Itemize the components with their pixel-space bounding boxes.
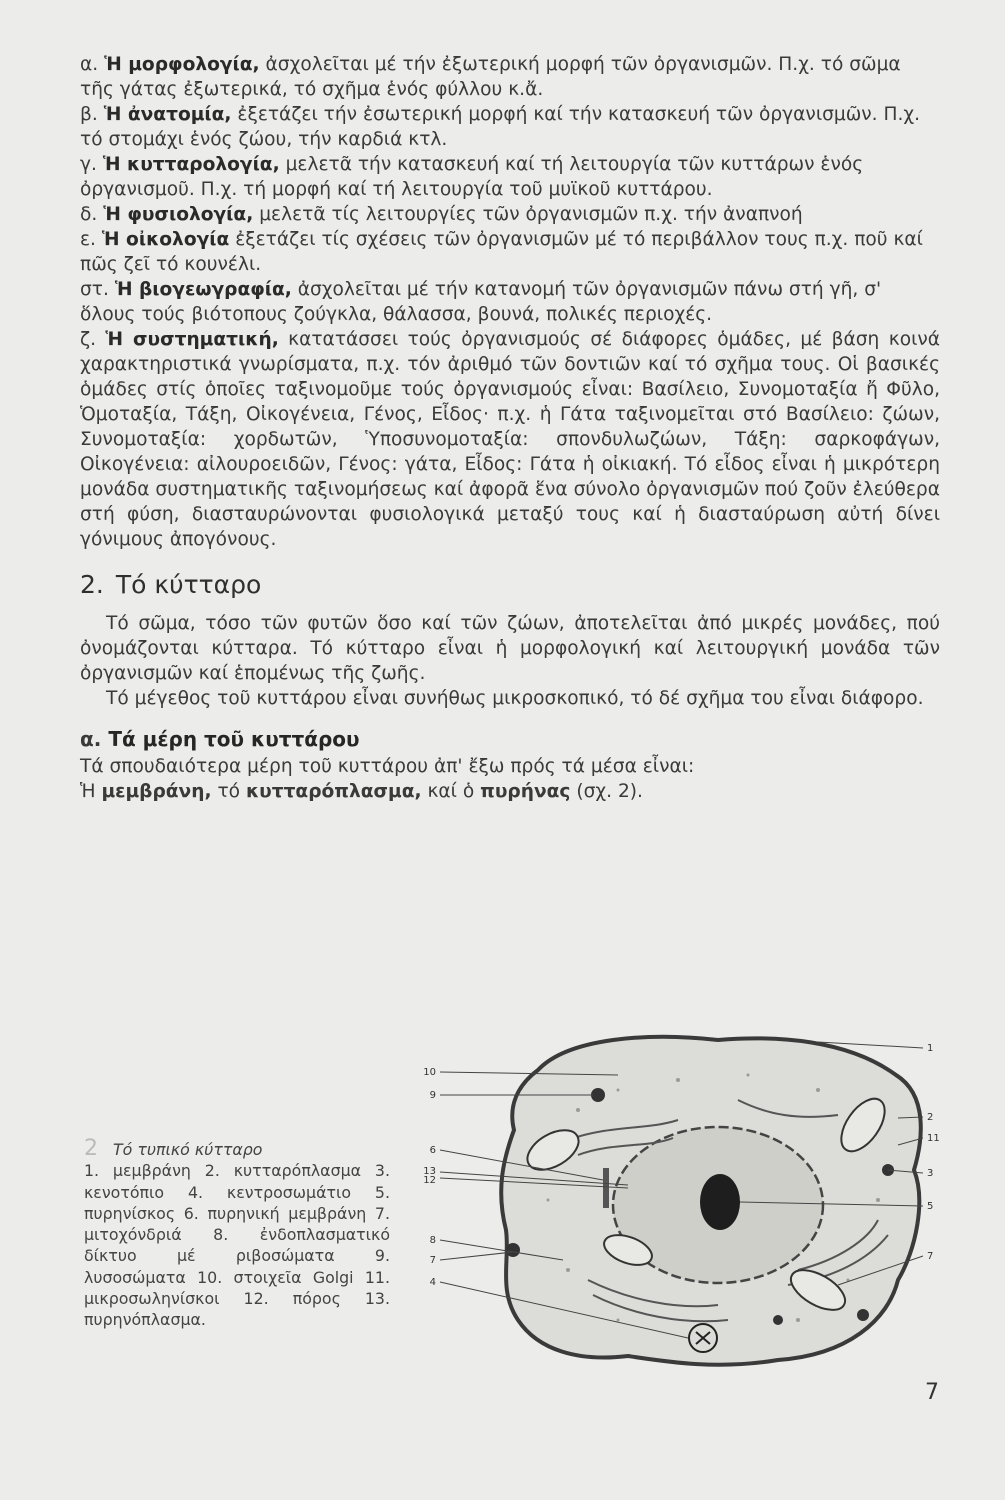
label-7-right: 7 [927, 1251, 934, 1262]
body-text [80, 52, 940, 804]
nucleolus [700, 1174, 740, 1230]
subsection-heading: α. Τά μέρη τοῦ κυττάρου [80, 727, 360, 751]
nuclear-pore [603, 1168, 609, 1208]
definition-anatomy: β. Ἡ ἀνατομία, ἐξετάζει τήν ἐσωτερική μορφή καί τήν κατασκευή τῶν ὀργανισμῶν. Π.χ. τό στομάχι ἑνός ζώου, τήν καρδιά κτλ. [80, 104, 921, 150]
section-paragraph-1: Τό σῶμα, τόσο τῶν φυτῶν ὅσο καί τῶν ζώων, ἀποτελεῖται ἀπό μικρές μονάδες, πού ὀνομάζονται κύτταρα. Τό κύτταρο εἶναι ἡ μορφολογική καί λειτουργική μονάδα τῶν ὀργανισμῶν καί ἑπομένως τῆς ζωῆς. [80, 613, 940, 684]
section-paragraph-2: Τό μέγεθος τοῦ κυττάρου εἶναι συνήθως μικροσκοπικό, τό δέ σχῆμα του εἶναι διάφορο. [106, 688, 924, 709]
label-6: 6 [429, 1145, 436, 1156]
figure-legend: 1. μεμβράνη 2. κυτταρόπλασμα 3. κενοτόπιο 4. κεντροσωμάτιο 5. πυρηνίσκος 6. πυρηνική μεμβράνη 7. μιτοχόνδριά 8. ἐνδοπλασματικό δίκτυο μέ ριβοσώματα 9. λυσοσώματα 10. στοιχεῖα Golgi 11. μικροσωληνίσκοι 12. πόρος 13. πυρηνόπλασμα. [84, 1161, 390, 1330]
section-heading: 2. Τό κύτταρο [80, 570, 262, 599]
label-11: 11 [927, 1133, 940, 1144]
figure-caption [84, 1138, 390, 1331]
definition-cytology: γ. Ἡ κυτταρολογία, μελετᾶ τήν κατασκευή καί τή λειτουργία τῶν κυττάρων ἑνός ὀργανισμοῦ. Π.χ. τή μορφή καί τή λειτουργία τοῦ μυϊκοῦ κυττάρου. [80, 154, 864, 200]
cell-diagram [418, 1020, 948, 1390]
label-12: 12 [423, 1175, 436, 1186]
label-3: 3 [927, 1168, 934, 1179]
label-9: 9 [429, 1090, 436, 1101]
page-number: 7 [925, 1380, 939, 1405]
label-2: 2 [927, 1112, 934, 1123]
label-8: 8 [429, 1235, 436, 1246]
definition-physiology: δ. Ἡ φυσιολογία, μελετᾶ τίς λειτουργίες τῶν ὀργανισμῶν π.χ. τήν ἀναπνοή [80, 204, 803, 225]
definition-morphology: α. Ἡ μορφολογία, ἀσχολεῖται μέ τήν ἐξωτερική μορφή τῶν ὀργανισμῶν. Π.χ. τό σῶμα τῆς γάτας ἐξωτερικά, τό σχῆμα ἑνός φύλλου κ.ἄ. [80, 54, 901, 100]
figure-labels-left [423, 1067, 436, 1288]
figure-title: Τό τυπικό κύτταρο [113, 1140, 263, 1159]
label-1: 1 [927, 1043, 934, 1054]
subsection-intro: Τά σπουδαιότερα μέρη τοῦ κυττάρου ἀπ' ἔξω πρός τά μέσα εἶναι: [80, 756, 695, 777]
cell-parts-line: Ἡ μεμβράνη, τό κυτταρόπλασμα, καί ὁ πυρήνας (σχ. 2). [80, 781, 643, 802]
figure-number: 2 [84, 1136, 98, 1161]
label-5: 5 [927, 1201, 934, 1212]
label-7-left: 7 [429, 1255, 436, 1266]
label-4: 4 [429, 1277, 436, 1288]
figure-labels-right [927, 1043, 940, 1262]
label-10: 10 [423, 1067, 436, 1078]
definition-ecology: ε. Ἡ οἰκολογία ἐξετάζει τίς σχέσεις τῶν ὀργανισμῶν μέ τό περιβάλλον τους π.χ. ποῦ καί πῶς ζεῖ τό κουνέλι. [80, 229, 923, 275]
definition-biogeography: στ. Ἡ βιογεωγραφία, ἀσχολεῖται μέ τήν κατανομή τῶν ὀργανισμῶν πάνω στή γῆ, σ' ὅλους τούς βιότοπους ζούγκλα, θάλασσα, βουνά, πολικές περιοχές. [80, 279, 882, 325]
label-13: 13 [423, 1166, 436, 1177]
definition-systematics: ζ. Ἡ συστηματική, κατατάσσει τούς ὀργανισμούς σέ διάφορες ὁμάδες, μέ βάση κοινά χαρακτηριστικά γνωρίσματα, π.χ. τόν ἀριθμό τῶν δοντιῶν καί τό σχῆμα τους. Οἱ βασικές ὁμάδες στίς ὁποῖες ταξινομοῦμε τούς ὀργανισμούς εἶναι: Βασίλειο, Συνομοταξία ἤ Φῦλο, Ὁμοταξία, Τάξη, Οἰκογένεια, Γένος, Εἶδος· π.χ. ἡ Γάτα ταξινομεῖται στό Βασίλειο: ζώων, Συνομοταξία: χορδωτῶν, Ὑποσυνομοταξία: σπονδυλωζώων, Τάξη: σαρκοφάγων, Οἰκογένεια: αἰλουροειδῶν, Γένος: γάτα, Εἶδος: Γάτα ἡ οἰκιακή. Τό εἶδος εἶναι ἡ μικρότερη μονάδα συστηματικῆς ταξινομήσεως καί ἀφορᾶ ἕνα σύνολο ὀργανισμῶν πού ζοῦν ἐλεύθερα στή φύση, διασταυρώνονται φυσιολογικά μεταξύ τους καί ἡ διασταύρωση αὐτή δίνει γόνιμους ἀπογόνους. [80, 329, 940, 550]
